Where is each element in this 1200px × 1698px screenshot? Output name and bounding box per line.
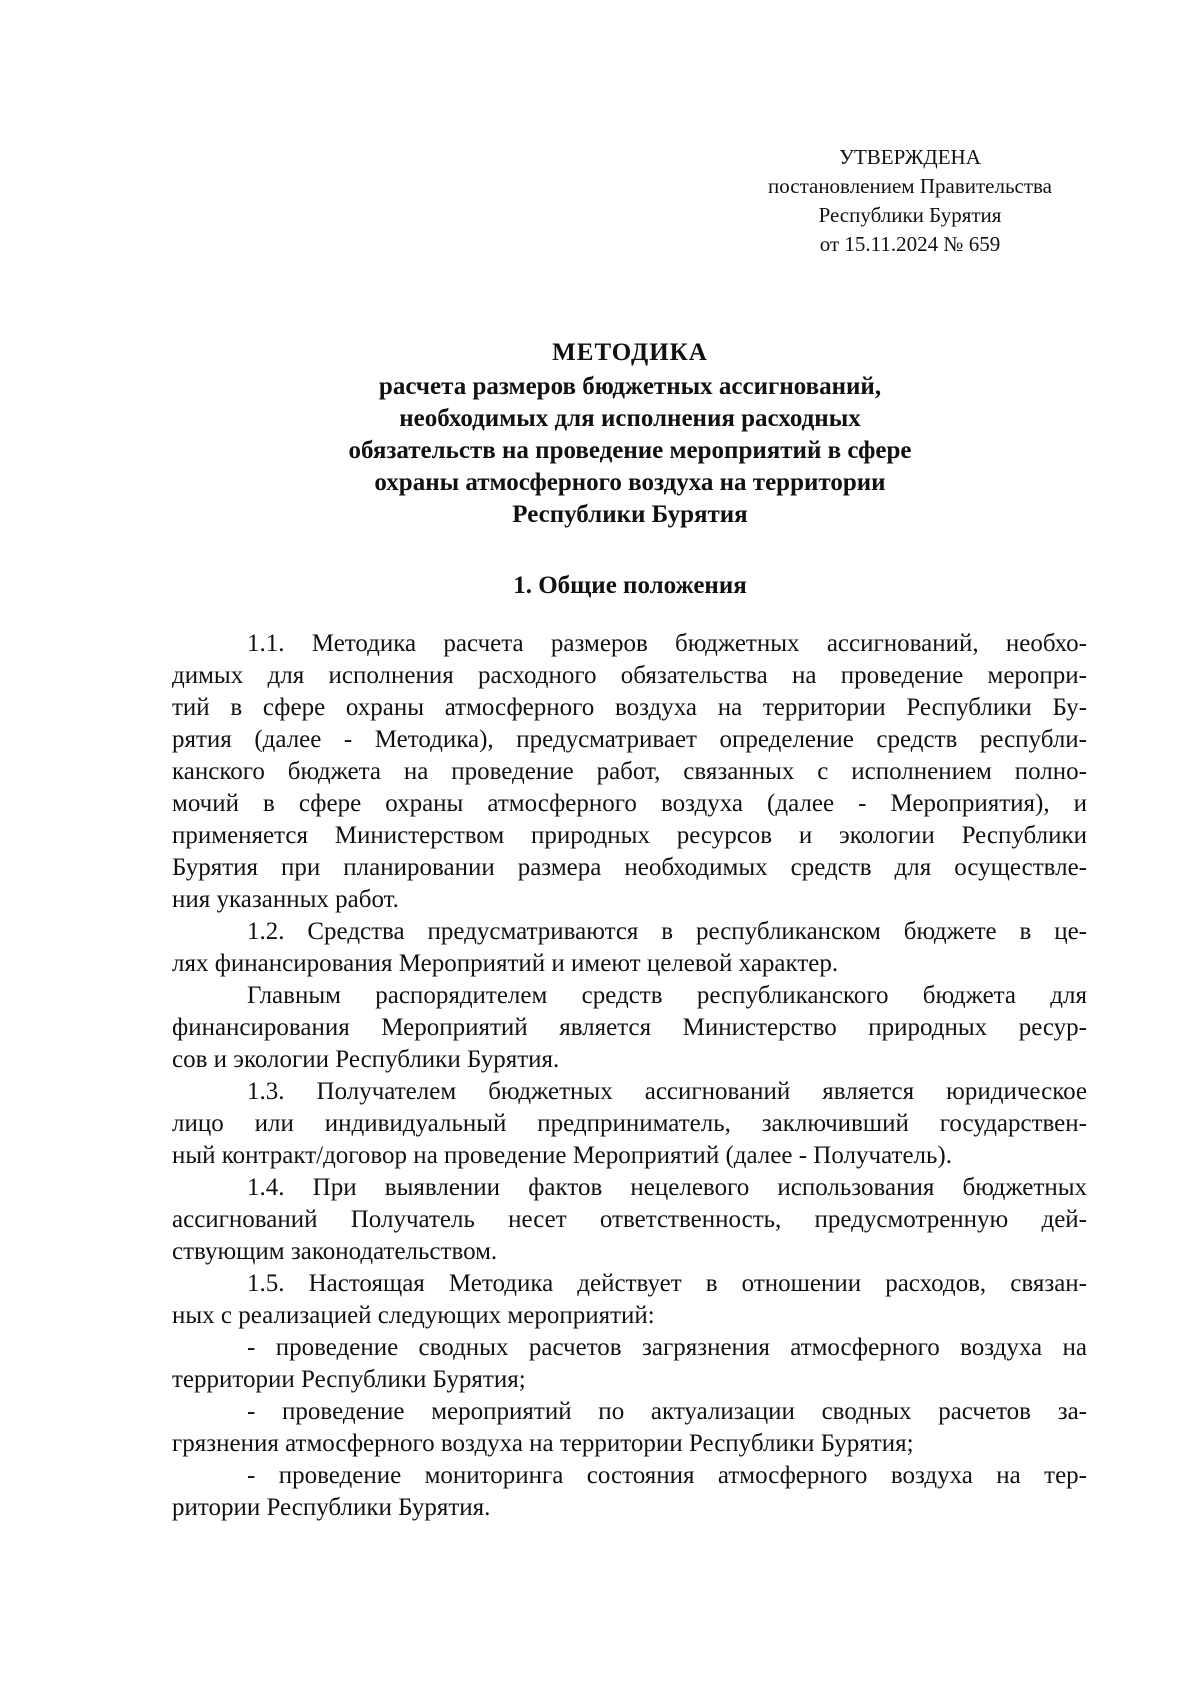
text-line: ассигнований Получатель несет ответственность, предусмотренную дей- bbox=[172, 1206, 1087, 1233]
text-line: сов и экологии Республики Бурятия. bbox=[172, 1046, 560, 1073]
document-body bbox=[172, 628, 1087, 1524]
approval-line: от 15.11.2024 № 659 bbox=[819, 232, 1001, 256]
text-line: - проведение сводных расчетов загрязнения атмосферного воздуха на bbox=[247, 1334, 1087, 1361]
text-line: 1.5. Настоящая Методика действует в отношении расходов, связан- bbox=[247, 1270, 1087, 1297]
text-line: финансирования Мероприятий является Министерство природных ресур- bbox=[172, 1014, 1087, 1041]
text-line: грязнения атмосферного воздуха на территории Республики Бурятия; bbox=[172, 1430, 914, 1457]
text-line: лицо или индивидуальный предприниматель, заключивший государствен- bbox=[172, 1110, 1087, 1137]
paragraph-1-2 bbox=[172, 916, 1087, 980]
paragraph-1-5 bbox=[172, 1268, 1087, 1332]
text-line: ный контракт/договор на проведение Мероприятий (далее - Получатель). bbox=[172, 1142, 952, 1169]
list-item bbox=[172, 1332, 1087, 1396]
document-title-block bbox=[180, 338, 1080, 531]
text-line: ния указанных работ. bbox=[172, 886, 399, 913]
text-line: ствующим законодательством. bbox=[172, 1238, 498, 1265]
approval-line: постановлением Правительства bbox=[767, 174, 1052, 198]
text-line: тий в сфере охраны атмосферного воздуха на территории Республики Бу- bbox=[172, 694, 1087, 721]
paragraph-1-4 bbox=[172, 1172, 1087, 1268]
text-line: мочий в сфере охраны атмосферного воздуха (далее - Мероприятия), и bbox=[172, 790, 1087, 817]
text-line: ных с реализацией следующих мероприятий: bbox=[172, 1302, 655, 1329]
text-line: применяется Министерством природных ресурсов и экологии Республики bbox=[172, 822, 1087, 849]
list-item bbox=[172, 1396, 1087, 1460]
paragraph-1-3 bbox=[172, 1076, 1087, 1172]
text-line: рятия (далее - Методика), предусматривает определение средств республи- bbox=[172, 726, 1087, 753]
text-line: 1.2. Средства предусматриваются в республиканском бюджете в це- bbox=[247, 918, 1087, 945]
subtitle-line: обязательств на проведение мероприятий в сфере bbox=[348, 437, 912, 464]
subtitle-line: охраны атмосферного воздуха на территории bbox=[374, 469, 886, 496]
text-line: 1.4. При выявлении фактов нецелевого использования бюджетных bbox=[247, 1174, 1087, 1201]
subtitle-line: Республики Бурятия bbox=[512, 501, 748, 528]
document-subtitle bbox=[180, 371, 1080, 531]
section-heading: 1. Общие положения bbox=[513, 572, 747, 599]
approval-line: Республики Бурятия bbox=[818, 203, 1002, 227]
subtitle-line: необходимых для исполнения расходных bbox=[399, 405, 861, 432]
text-line: лях финансирования Мероприятий и имеют целевой характер. bbox=[172, 950, 839, 977]
text-line: 1.3. Получателем бюджетных ассигнований является юридическое bbox=[247, 1078, 1087, 1105]
text-line: Главным распорядителем средств республиканского бюджета для bbox=[247, 982, 1087, 1009]
text-line: ритории Республики Бурятия. bbox=[172, 1494, 491, 1521]
document-title: МЕТОДИКА bbox=[552, 339, 708, 366]
text-line: димых для исполнения расходного обязательства на проведение меропри- bbox=[172, 662, 1087, 689]
text-line: 1.1. Методика расчета размеров бюджетных ассигнований, необхо- bbox=[247, 630, 1087, 657]
list-item bbox=[172, 1460, 1087, 1524]
approval-line: УТВЕРЖДЕНА bbox=[839, 145, 981, 169]
subtitle-line: расчета размеров бюджетных ассигнований, bbox=[378, 373, 882, 400]
approval-stamp-block bbox=[735, 143, 1085, 259]
text-line: - проведение мероприятий по актуализации сводных расчетов за- bbox=[247, 1398, 1087, 1425]
text-line: - проведение мониторинга состояния атмосферного воздуха на тер- bbox=[247, 1462, 1087, 1489]
text-line: территории Республики Бурятия; bbox=[172, 1366, 526, 1393]
text-line: канского бюджета на проведение работ, связанных с исполнением полно- bbox=[172, 758, 1087, 785]
text-line: Бурятия при планировании размера необходимых средств для осуществле- bbox=[172, 854, 1087, 881]
paragraph-1-1 bbox=[172, 628, 1087, 916]
paragraph-main-manager bbox=[172, 980, 1087, 1076]
